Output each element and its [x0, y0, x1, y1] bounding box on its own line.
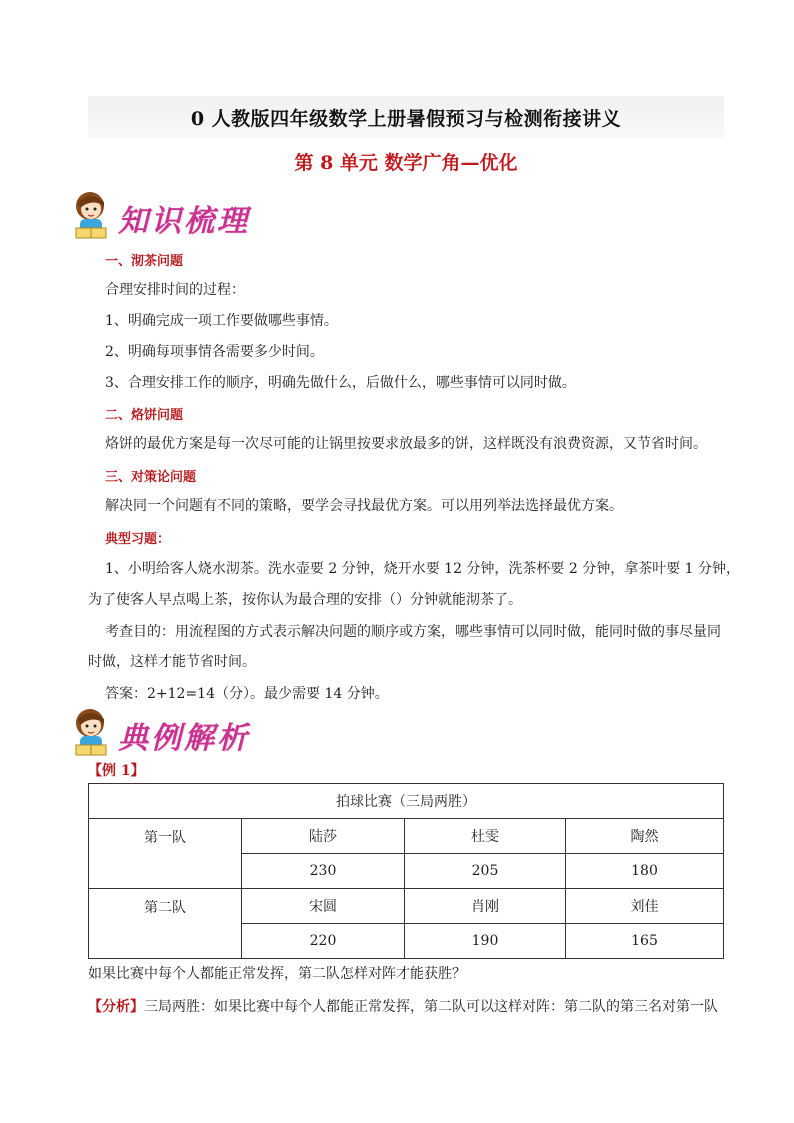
girl-reading-icon — [70, 188, 116, 242]
unit-title: 第 8 单元 数学广角—优化 — [294, 152, 518, 174]
player-score: 205 — [405, 854, 566, 889]
player-name: 陆莎 — [242, 819, 405, 854]
player-name: 杜雯 — [405, 819, 566, 854]
girl-reading-icon — [70, 705, 116, 759]
analysis-text: 三局两胜：如果比赛中每个人都能正常发挥，第二队可以这样对阵：第二队的第三名对第一队 — [144, 999, 718, 1015]
typical-exercise-title: 典型习题： — [105, 532, 171, 547]
tea-intro: 合理安排时间的过程： — [105, 282, 245, 298]
document-title: 0 人教版四年级数学上册暑假预习与检测衔接讲义 — [190, 108, 622, 130]
problem-line: 1、小明给客人烧水沏茶。洗水壶要 2 分钟，烧开水要 12 分钟，洗茶杯要 2 分钟，拿茶叶要 1 分钟， — [105, 561, 741, 577]
examples-heading — [70, 705, 310, 765]
player-score: 220 — [242, 924, 405, 959]
player-name: 肖刚 — [405, 889, 566, 924]
section-title-strategy: 三、对策论问题 — [105, 470, 197, 485]
match-table — [88, 783, 724, 959]
purpose-line: 时做，这样才能节省时间。 — [88, 654, 256, 670]
example-question: 如果比赛中每个人都能正常发挥，第二队怎样对阵才能获胜？ — [88, 966, 466, 982]
player-name: 宋圆 — [242, 889, 405, 924]
tea-step: 1、明确完成一项工作要做哪些事情。 — [105, 313, 338, 329]
answer-text: 答案：2+12=14（分）。最少需要 14 分钟。 — [105, 686, 389, 702]
player-score: 165 — [566, 924, 724, 959]
section-title-pancake: 二、烙饼问题 — [105, 408, 184, 423]
purpose-line: 考查目的：用流程图的方式表示解决问题的顺序或方案，哪些事情可以同时做，能同时做的事尽量同 — [105, 624, 721, 640]
analysis-tag: 【分析】 — [88, 999, 144, 1015]
team-name: 第二队 — [89, 889, 242, 959]
player-score: 190 — [405, 924, 566, 959]
analysis-line — [88, 996, 718, 1016]
player-score: 230 — [242, 854, 405, 889]
player-name: 陶然 — [566, 819, 724, 854]
tea-step: 2、明确每项事情各需要多少时间。 — [105, 344, 324, 360]
strategy-text: 解决同一个问题有不同的策略，要学会寻找最优方案。可以用列举法选择最优方案。 — [105, 498, 623, 514]
knowledge-heading-text: 知识梳理 — [118, 204, 250, 239]
pancake-text: 烙饼的最优方案是每一次尽可能的让锅里按要求放最多的饼，这样既没有浪费资源，又节省时间。 — [105, 436, 707, 452]
player-score: 180 — [566, 854, 724, 889]
examples-heading-text: 典例解析 — [118, 721, 250, 756]
example-label: 【例 1】 — [88, 763, 145, 779]
player-name: 刘佳 — [566, 889, 724, 924]
tea-step: 3、合理安排工作的顺序，明确先做什么，后做什么，哪些事情可以同时做。 — [105, 375, 576, 391]
problem-line: 为了使客人早点喝上茶，按你认为最合理的安排（）分钟就能沏茶了。 — [88, 592, 522, 608]
knowledge-heading — [70, 188, 310, 248]
table-caption: 拍球比赛（三局两胜） — [89, 784, 724, 819]
team-name: 第一队 — [89, 819, 242, 889]
section-title-tea: 一、沏茶问题 — [105, 254, 184, 269]
